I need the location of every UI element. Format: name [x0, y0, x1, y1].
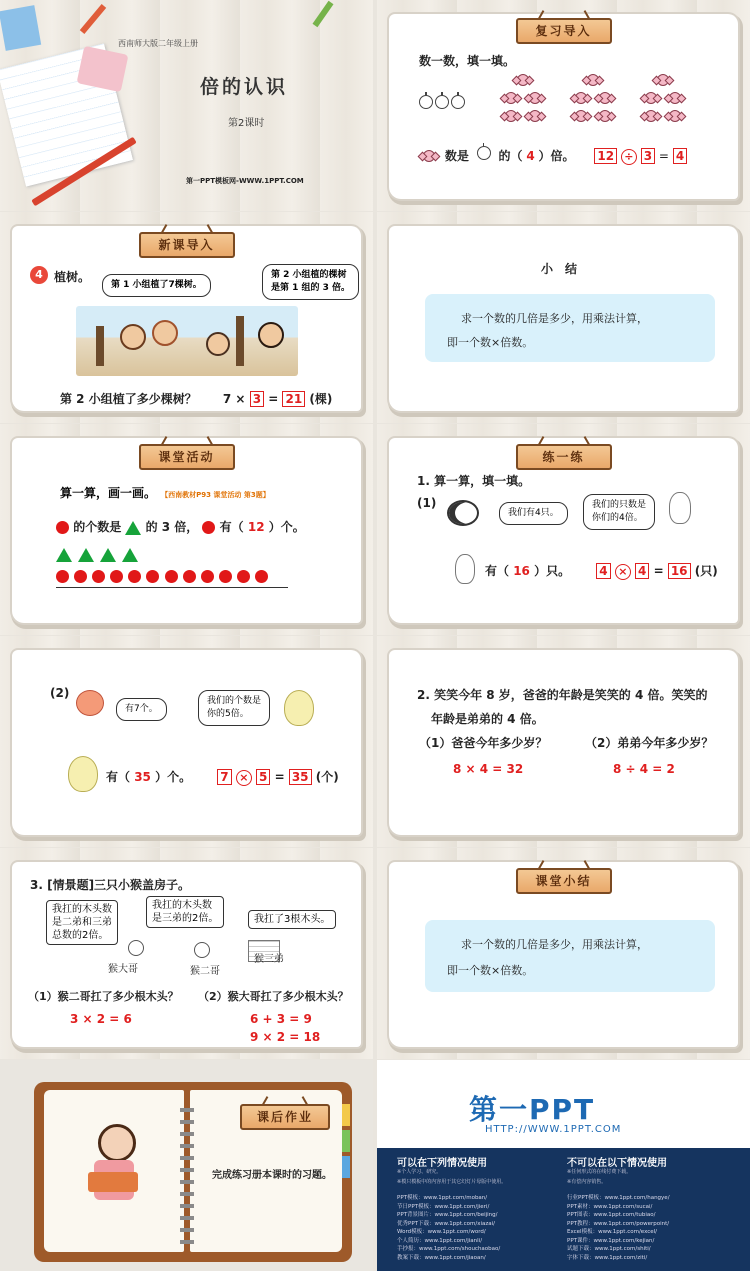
dot-row	[56, 566, 288, 588]
answer-line	[419, 146, 687, 165]
textbook-reference: 【西南教材P93 课堂活动 第3题】	[161, 491, 270, 499]
answer-suffix: ）个。	[155, 770, 192, 784]
paper-card	[12, 862, 361, 1047]
answer-suffix: ）倍。	[538, 149, 575, 163]
candy-icon	[529, 110, 541, 122]
eq-operand-b: 5	[256, 769, 270, 785]
eq-result: 21	[282, 391, 305, 407]
answer-suffix: ）只。	[534, 564, 571, 578]
slide-practice	[377, 424, 750, 635]
sub-question-1: （1）猴二哥扛了多少根木头？	[28, 990, 179, 1003]
bubble1-line2: 是二弟和三弟	[52, 917, 112, 928]
book-figure	[88, 1172, 138, 1192]
rabbit-image-2	[455, 554, 475, 584]
problem-text-b: 的 3 倍，	[145, 520, 199, 534]
red-dot-icon	[201, 570, 214, 583]
answer-1: 3 × 2 = 6	[70, 1012, 132, 1026]
candy-icon	[669, 110, 681, 122]
speech-bubble-2	[146, 896, 224, 928]
problem-text-a: 的个数是	[73, 520, 122, 534]
question-line1: 2. 笑笑今年 8 岁，爸爸的年龄是笑笑的 4 倍。笑笑的	[417, 688, 708, 702]
cannot-use-heading: 不可以在以下情况使用	[567, 1158, 667, 1169]
monkey-figure	[128, 940, 144, 956]
link-item[interactable]: PPT模板：www.1ppt.com/moban/	[397, 1195, 488, 1201]
slide-homework	[0, 1060, 373, 1271]
problem-text-c: 有（	[219, 520, 244, 534]
problem-text-d: ）个。	[268, 520, 305, 534]
paper-card	[12, 438, 361, 623]
green-triangle-icon	[78, 548, 94, 562]
link-item[interactable]: 行业PPT模板：www.1ppt.com/hangye/	[567, 1195, 670, 1201]
eq-unit: (棵)	[309, 392, 333, 406]
topic-text: 植树。	[54, 270, 91, 284]
candy-icon	[423, 150, 435, 162]
homework-text: 完成练习册本课时的习题。	[212, 1170, 332, 1181]
speech-bubble-1: 我们有4只。	[499, 502, 568, 525]
bubble2-line2: 你们的4倍。	[592, 513, 643, 523]
summary-line2: 即一个数×倍数。	[447, 336, 534, 349]
candy-icon	[587, 74, 599, 86]
bubble2-line2: 你的5倍。	[207, 709, 249, 719]
candy-group-3	[639, 74, 689, 129]
planting-scene-image	[76, 306, 298, 376]
answer-prefix: 有（	[485, 564, 510, 578]
summary-line2: 即一个数×倍数。	[447, 964, 534, 977]
bubble2-line2: 是三弟的2倍。	[152, 913, 219, 924]
links-right	[567, 1194, 670, 1262]
candy-icon	[575, 110, 587, 122]
question-line2: 年龄是弟弟的 4 倍。	[431, 712, 544, 726]
red-dot-icon	[237, 570, 250, 583]
monkey-label-2: 猴二哥	[190, 966, 220, 977]
eq-operator: ×	[615, 564, 631, 580]
tab-marker-yellow	[342, 1104, 350, 1126]
bubble1-line3: 总数的2倍。	[52, 930, 109, 941]
link-item[interactable]: Excel模板：www.1ppt.com/excel/	[567, 1229, 658, 1235]
candy-group-1	[499, 74, 549, 129]
eq-equals: =	[658, 149, 669, 163]
green-triangle-icon	[56, 548, 72, 562]
panda-image	[447, 500, 479, 526]
summary-box	[425, 294, 715, 362]
speech-bubble-2	[262, 264, 359, 300]
green-triangle-icon	[122, 548, 138, 562]
slide-title-text: 倍的认识	[200, 76, 289, 98]
answer-prefix: 有（	[106, 770, 131, 784]
answer-1: 8 × 4 = 32	[453, 762, 524, 776]
question-text: 1. 算一算，填一填。	[417, 474, 531, 488]
slide-title	[0, 0, 373, 211]
apple-icon	[419, 95, 433, 109]
eq-result: 35	[289, 769, 312, 785]
answer-2: 8 ÷ 4 = 2	[613, 762, 675, 776]
sub-index: (2)	[50, 686, 70, 700]
slide-class-summary	[377, 848, 750, 1059]
tree-trunk	[236, 316, 244, 366]
red-dot-icon	[255, 570, 268, 583]
paper-card	[12, 650, 361, 835]
bubble2-line1: 第 2 小组植的棵树	[271, 270, 347, 280]
eq-operand-a: 7	[217, 769, 231, 785]
candy-icon	[505, 92, 517, 104]
candy-icon	[575, 92, 587, 104]
bubble2-line2: 是第 1 组的 3 倍。	[271, 283, 351, 293]
answer-line	[106, 768, 339, 786]
eq-equals: =	[268, 392, 279, 406]
section-banner: 复习导入	[516, 18, 612, 44]
link-item[interactable]: 优秀PPT下载：www.1ppt.com/xiazai/	[397, 1220, 496, 1227]
prompt-text: 算一算，画一画。	[60, 486, 157, 500]
section-banner: 课后作业	[240, 1104, 330, 1130]
apple-image	[76, 690, 104, 716]
red-dot-icon	[128, 570, 141, 583]
monkey-figure	[194, 942, 210, 958]
cannot-use-2: ※有偿内容销售。	[567, 1179, 607, 1185]
candy-icon	[599, 92, 611, 104]
sticky-note-decor	[0, 5, 41, 51]
apple-group	[419, 94, 467, 113]
answer-line	[485, 562, 718, 580]
red-dot-icon	[74, 570, 87, 583]
candy-icon	[657, 74, 669, 86]
eq-operand-b: 4	[635, 563, 649, 579]
summary-line1: 求一个数的几倍是多少，用乘法计算，	[461, 312, 648, 325]
speech-bubble-2	[198, 690, 270, 726]
binding-rings	[180, 1100, 194, 1250]
number-badge: 4	[30, 266, 48, 284]
link-item[interactable]: PPT教程：www.1ppt.com/powerpoint/	[567, 1220, 670, 1227]
eq-unit: (只)	[694, 564, 718, 578]
links-left	[397, 1194, 500, 1262]
link-item[interactable]: PPT图表：www.1ppt.com/tubiao/	[567, 1212, 656, 1218]
link-item[interactable]: PPT背景图片：www.1ppt.com/beijing/	[397, 1212, 498, 1218]
child-figure	[258, 322, 284, 348]
bubble2-line1: 我们的只数是	[592, 500, 647, 510]
monkey-label-3: 猴三弟	[254, 954, 284, 965]
girl-reading-image	[88, 1124, 140, 1244]
red-dot-icon	[183, 570, 196, 583]
child-figure	[152, 320, 178, 346]
speech-bubble-3: 我扛了3根木头。	[248, 910, 336, 929]
red-dot-icon	[219, 570, 232, 583]
link-item[interactable]: 个人简历：www.1ppt.com/jianli/	[397, 1237, 483, 1244]
paper-card	[389, 226, 738, 411]
eq-result: 16	[668, 563, 691, 579]
paper-card	[389, 14, 738, 199]
child-figure	[206, 332, 230, 356]
eq-operand-b: 3	[250, 391, 264, 407]
speech-bubble-1: 有7个。	[116, 698, 167, 721]
eq-operand-a: 4	[596, 563, 610, 579]
speech-bubble-1	[46, 900, 118, 945]
can-use-2: ※模只模板中的内容用于其它幻灯片母版中使用。	[397, 1179, 507, 1185]
tab-marker-green	[342, 1130, 350, 1152]
answer-value: 16	[513, 564, 530, 578]
candy-group-2	[569, 74, 619, 129]
candy-icon	[669, 92, 681, 104]
summary-box	[425, 920, 715, 992]
rabbit-image	[669, 492, 691, 524]
publisher-label: 西南师大版二年级上册	[118, 39, 198, 48]
tab-marker-blue	[342, 1156, 350, 1178]
red-dot-icon	[92, 570, 105, 583]
answer-mid: 的（	[498, 149, 523, 163]
section-banner: 练一练	[516, 444, 612, 470]
section-banner: 课堂小结	[516, 868, 612, 894]
question-line	[60, 390, 332, 407]
answer-value: 12	[247, 520, 265, 534]
answer-2a: 6 + 3 = 9	[250, 1012, 312, 1026]
answer-prefix: 数是	[444, 149, 469, 163]
slide-credits	[377, 1060, 750, 1271]
can-use-1: ※个人学习、研究。	[397, 1169, 442, 1175]
red-dot-icon	[110, 570, 123, 583]
summary-line1: 求一个数的几倍是多少，用乘法计算，	[461, 938, 648, 951]
link-item[interactable]: 试题下载：www.1ppt.com/shiti/	[567, 1246, 651, 1252]
link-item[interactable]: 手抄报：www.1ppt.com/shouchaobao/	[397, 1246, 501, 1252]
candy-icon	[645, 110, 657, 122]
can-use-heading: 可以在下列情况使用	[397, 1158, 487, 1169]
candy-icon	[645, 92, 657, 104]
candy-icon	[599, 110, 611, 122]
question-text: 3. [情景题]三只小猴盖房子。	[30, 878, 191, 892]
link-item[interactable]: Word模板：www.1ppt.com/word/	[397, 1229, 486, 1235]
slide-review	[377, 0, 750, 211]
slide-activity	[0, 424, 373, 635]
tree-trunk	[96, 326, 104, 366]
triangle-row	[56, 544, 138, 563]
section-banner: 新课导入	[139, 232, 235, 258]
pear-image	[284, 690, 314, 726]
eq-operand-b: 3	[641, 148, 655, 164]
lesson-label: 第2课时	[228, 118, 265, 129]
prompt-line	[60, 482, 270, 501]
speech-bubble-1: 第 1 小组植了7棵树。	[102, 274, 211, 297]
answer-value: 4	[526, 149, 535, 163]
pencil-decor-top2	[313, 1, 334, 27]
link-item[interactable]: PPT课件：www.1ppt.com/kejian/	[567, 1237, 655, 1244]
bubble2-line1: 我扛的木头数	[152, 900, 212, 911]
eq-equals: =	[274, 770, 285, 784]
candy-icon	[529, 92, 541, 104]
eq-operator: ÷	[621, 149, 637, 165]
candy-icon	[517, 74, 529, 86]
footer-label: 第一PPT模板网-WWW.1PPT.COM	[186, 177, 304, 185]
speech-bubble-2	[583, 494, 655, 530]
slide-new-lesson	[0, 212, 373, 423]
apple-icon	[477, 146, 491, 160]
paper-card	[389, 650, 738, 835]
eq-operator: ×	[236, 770, 252, 786]
slide-monkeys	[0, 848, 373, 1059]
child-figure	[120, 324, 146, 350]
eq-operand-a: 7 ×	[222, 392, 246, 406]
girl-head	[98, 1124, 136, 1162]
paper-card	[389, 438, 738, 623]
link-item[interactable]: 字体下载：www.1ppt.com/ziti/	[567, 1254, 648, 1261]
link-item[interactable]: 教案下载：www.1ppt.com/jiaoan/	[397, 1254, 486, 1261]
paper-card	[389, 862, 738, 1047]
question-text: 第 2 小组植了多少棵树？	[60, 392, 197, 406]
link-item[interactable]: 节日PPT模板：www.1ppt.com/jieri/	[397, 1203, 490, 1210]
summary-heading: 小 结	[541, 262, 578, 276]
red-dot-icon	[165, 570, 178, 583]
red-dot-icon	[56, 570, 69, 583]
link-item[interactable]: PPT素材：www.1ppt.com/sucai/	[567, 1203, 653, 1210]
answer-value: 35	[134, 770, 151, 784]
apple-icon	[435, 95, 449, 109]
apple-icon	[451, 95, 465, 109]
paper-card	[12, 226, 361, 411]
eq-result: 4	[673, 148, 687, 164]
bubble1-line1: 我扛的木头数	[52, 904, 112, 915]
brand-url: HTTP://WWW.1PPT.COM	[485, 1124, 622, 1135]
bubble2-line1: 我们的个数是	[207, 696, 262, 706]
sub-question-2: （2）猴大哥扛了多少根木头？	[198, 990, 349, 1003]
slide-summary	[377, 212, 750, 423]
green-triangle-icon	[100, 548, 116, 562]
red-dot-icon	[202, 521, 215, 534]
eq-equals: =	[653, 564, 664, 578]
candy-icon	[505, 110, 517, 122]
cannot-use-1: ※任何形式的在线付费下载。	[567, 1169, 632, 1175]
pear-image-2	[68, 756, 98, 792]
sub-index: (1)	[417, 496, 437, 510]
section-banner: 课堂活动	[139, 444, 235, 470]
red-dot-icon	[146, 570, 159, 583]
answer-2b: 9 × 2 = 18	[250, 1030, 321, 1044]
eq-unit: (个)	[315, 770, 339, 784]
brand-logo: 第一PPT	[469, 1093, 596, 1126]
pencil-decor-top	[80, 4, 106, 34]
prompt-text: 数一数，填一填。	[419, 54, 516, 68]
red-dot-icon	[56, 521, 69, 534]
eq-operand-a: 12	[594, 148, 617, 164]
slide-practice-2	[0, 636, 373, 847]
problem-line	[56, 518, 305, 535]
sub-question-1: （1）爸爸今年多少岁？	[419, 736, 548, 750]
slide-age-problem	[377, 636, 750, 847]
green-triangle-icon	[125, 521, 141, 535]
monkey-label-1: 猴大哥	[108, 964, 138, 975]
sub-question-2: （2）弟弟今年多少岁？	[585, 736, 714, 750]
